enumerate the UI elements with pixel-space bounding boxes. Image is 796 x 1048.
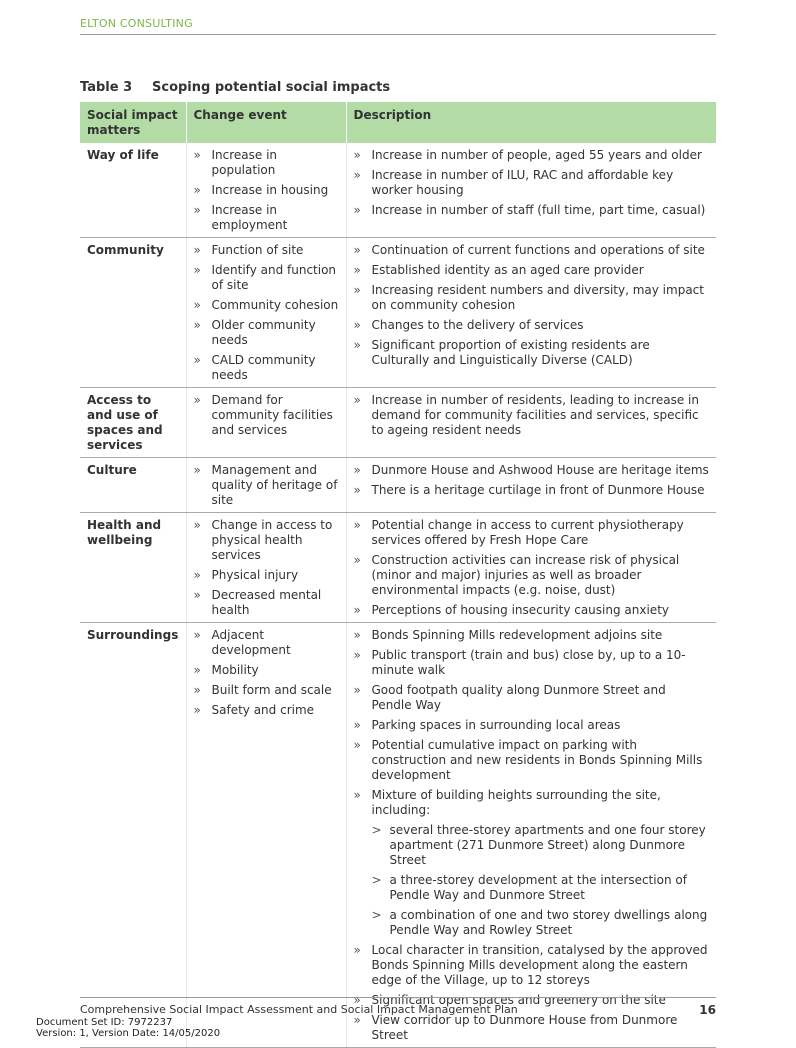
list-item: » Adjacent development <box>194 628 339 658</box>
list-item: » Increase in population <box>194 148 339 178</box>
description-cell <box>346 458 716 513</box>
events-cell <box>186 143 346 238</box>
table-row <box>80 388 716 458</box>
description-cell <box>346 513 716 623</box>
col-header-matters: Social impact matters <box>80 102 186 143</box>
events-cell <box>186 388 346 458</box>
list-item: » Increase in number of residents, leading to increase in demand for community facilities and services, specific to ageing resident needs <box>354 393 710 438</box>
social-impacts-table <box>80 102 716 1048</box>
list-item: » There is a heritage curtilage in front of Dunmore House <box>354 483 710 498</box>
matter-cell: Health and wellbeing <box>80 513 186 623</box>
list-item: » CALD community needs <box>194 353 339 383</box>
list-item: » Increase in employment <box>194 203 339 233</box>
matter-cell: Community <box>80 238 186 388</box>
list-item: » Local character in transition, catalysed by the approved Bonds Spinning Mills development along the eastern edge of the Village, up to 12 storeys <box>354 943 710 988</box>
docset-id: Document Set ID: 7972237 <box>36 1017 173 1028</box>
list-item: » Parking spaces in surrounding local areas <box>354 718 710 733</box>
list-item: » Identify and function of site <box>194 263 339 293</box>
description-cell <box>346 143 716 238</box>
list-item: » Older community needs <box>194 318 339 348</box>
list-item: » Decreased mental health <box>194 588 339 618</box>
header-divider <box>80 34 716 35</box>
col-header-change-event: Change event <box>186 102 346 143</box>
list-item: » Perceptions of housing insecurity causing anxiety <box>354 603 710 618</box>
list-item: » Public transport (train and bus) close by, up to a 10-minute walk <box>354 648 710 678</box>
list-item: » Changes to the delivery of services <box>354 318 710 333</box>
sub-list-item: > a combination of one and two storey dwellings along Pendle Way and Rowley Street <box>354 908 710 938</box>
list-item: » Increase in number of staff (full time, part time, casual) <box>354 203 710 218</box>
matter-cell: Access to and use of spaces and services <box>80 388 186 458</box>
list-item: » Bonds Spinning Mills redevelopment adjoins site <box>354 628 710 643</box>
list-item: » Potential cumulative impact on parking with construction and new residents in Bonds Spinning Mills development <box>354 738 710 783</box>
events-cell <box>186 513 346 623</box>
list-item: » Function of site <box>194 243 339 258</box>
list-item: » Increasing resident numbers and diversity, may impact on community cohesion <box>354 283 710 313</box>
footer-divider <box>80 997 716 998</box>
list-item: » View corridor up to Dunmore House from Dunmore Street <box>354 1013 710 1043</box>
list-item: » Continuation of current functions and operations of site <box>354 243 710 258</box>
list-item: » Construction activities can increase risk of physical (minor and major) injuries as well as broader environmental impacts (e.g. noise, dust) <box>354 553 710 598</box>
list-item: » Established identity as an aged care provider <box>354 263 710 278</box>
footer-title: Comprehensive Social Impact Assessment and Social Impact Management Plan <box>80 1003 518 1016</box>
matter-cell: Way of life <box>80 143 186 238</box>
events-cell <box>186 238 346 388</box>
list-item: » Safety and crime <box>194 703 339 718</box>
col-header-description: Description <box>346 102 716 143</box>
list-item: » Mixture of building heights surrounding the site, including: <box>354 788 710 818</box>
list-item: » Built form and scale <box>194 683 339 698</box>
table-row <box>80 143 716 238</box>
sub-list-item: > a three-storey development at the intersection of Pendle Way and Dunmore Street <box>354 873 710 903</box>
events-cell <box>186 623 346 1048</box>
description-cell <box>346 388 716 458</box>
description-cell <box>346 623 716 1048</box>
sub-list-item: > several three-storey apartments and one four storey apartment (271 Dunmore Street) along Dunmore Street <box>354 823 710 868</box>
list-item: » Increase in housing <box>194 183 339 198</box>
matter-cell: Surroundings <box>80 623 186 1048</box>
matter-cell: Culture <box>80 458 186 513</box>
list-item: » Demand for community facilities and services <box>194 393 339 438</box>
list-item: » Change in access to physical health services <box>194 518 339 563</box>
table-header-row <box>80 102 716 143</box>
table-row <box>80 513 716 623</box>
list-item: » Significant open spaces and greenery on the site <box>354 993 710 1008</box>
list-item: » Increase in number of people, aged 55 years and older <box>354 148 710 163</box>
table-row <box>80 238 716 388</box>
header-org: ELTON CONSULTING <box>80 17 193 30</box>
table-caption <box>80 80 390 95</box>
list-item: » Mobility <box>194 663 339 678</box>
list-item: » Good footpath quality along Dunmore Street and Pendle Way <box>354 683 710 713</box>
docset-version: Version: 1, Version Date: 14/05/2020 <box>36 1028 221 1039</box>
table-row <box>80 458 716 513</box>
list-item: » Significant proportion of existing residents are Culturally and Linguistically Diverse (CALD) <box>354 338 710 368</box>
list-item: » Increase in number of ILU, RAC and affordable key worker housing <box>354 168 710 198</box>
page-number: 16 <box>699 1003 716 1017</box>
list-item: » Management and quality of heritage of site <box>194 463 339 508</box>
table-row <box>80 623 716 1048</box>
table-number: Table 3 <box>80 80 133 95</box>
list-item: » Community cohesion <box>194 298 339 313</box>
table-title: Scoping potential social impacts <box>152 80 391 95</box>
events-cell <box>186 458 346 513</box>
list-item: » Physical injury <box>194 568 339 583</box>
description-cell <box>346 238 716 388</box>
list-item: » Potential change in access to current physiotherapy services offered by Fresh Hope Care <box>354 518 710 548</box>
list-item: » Dunmore House and Ashwood House are heritage items <box>354 463 710 478</box>
